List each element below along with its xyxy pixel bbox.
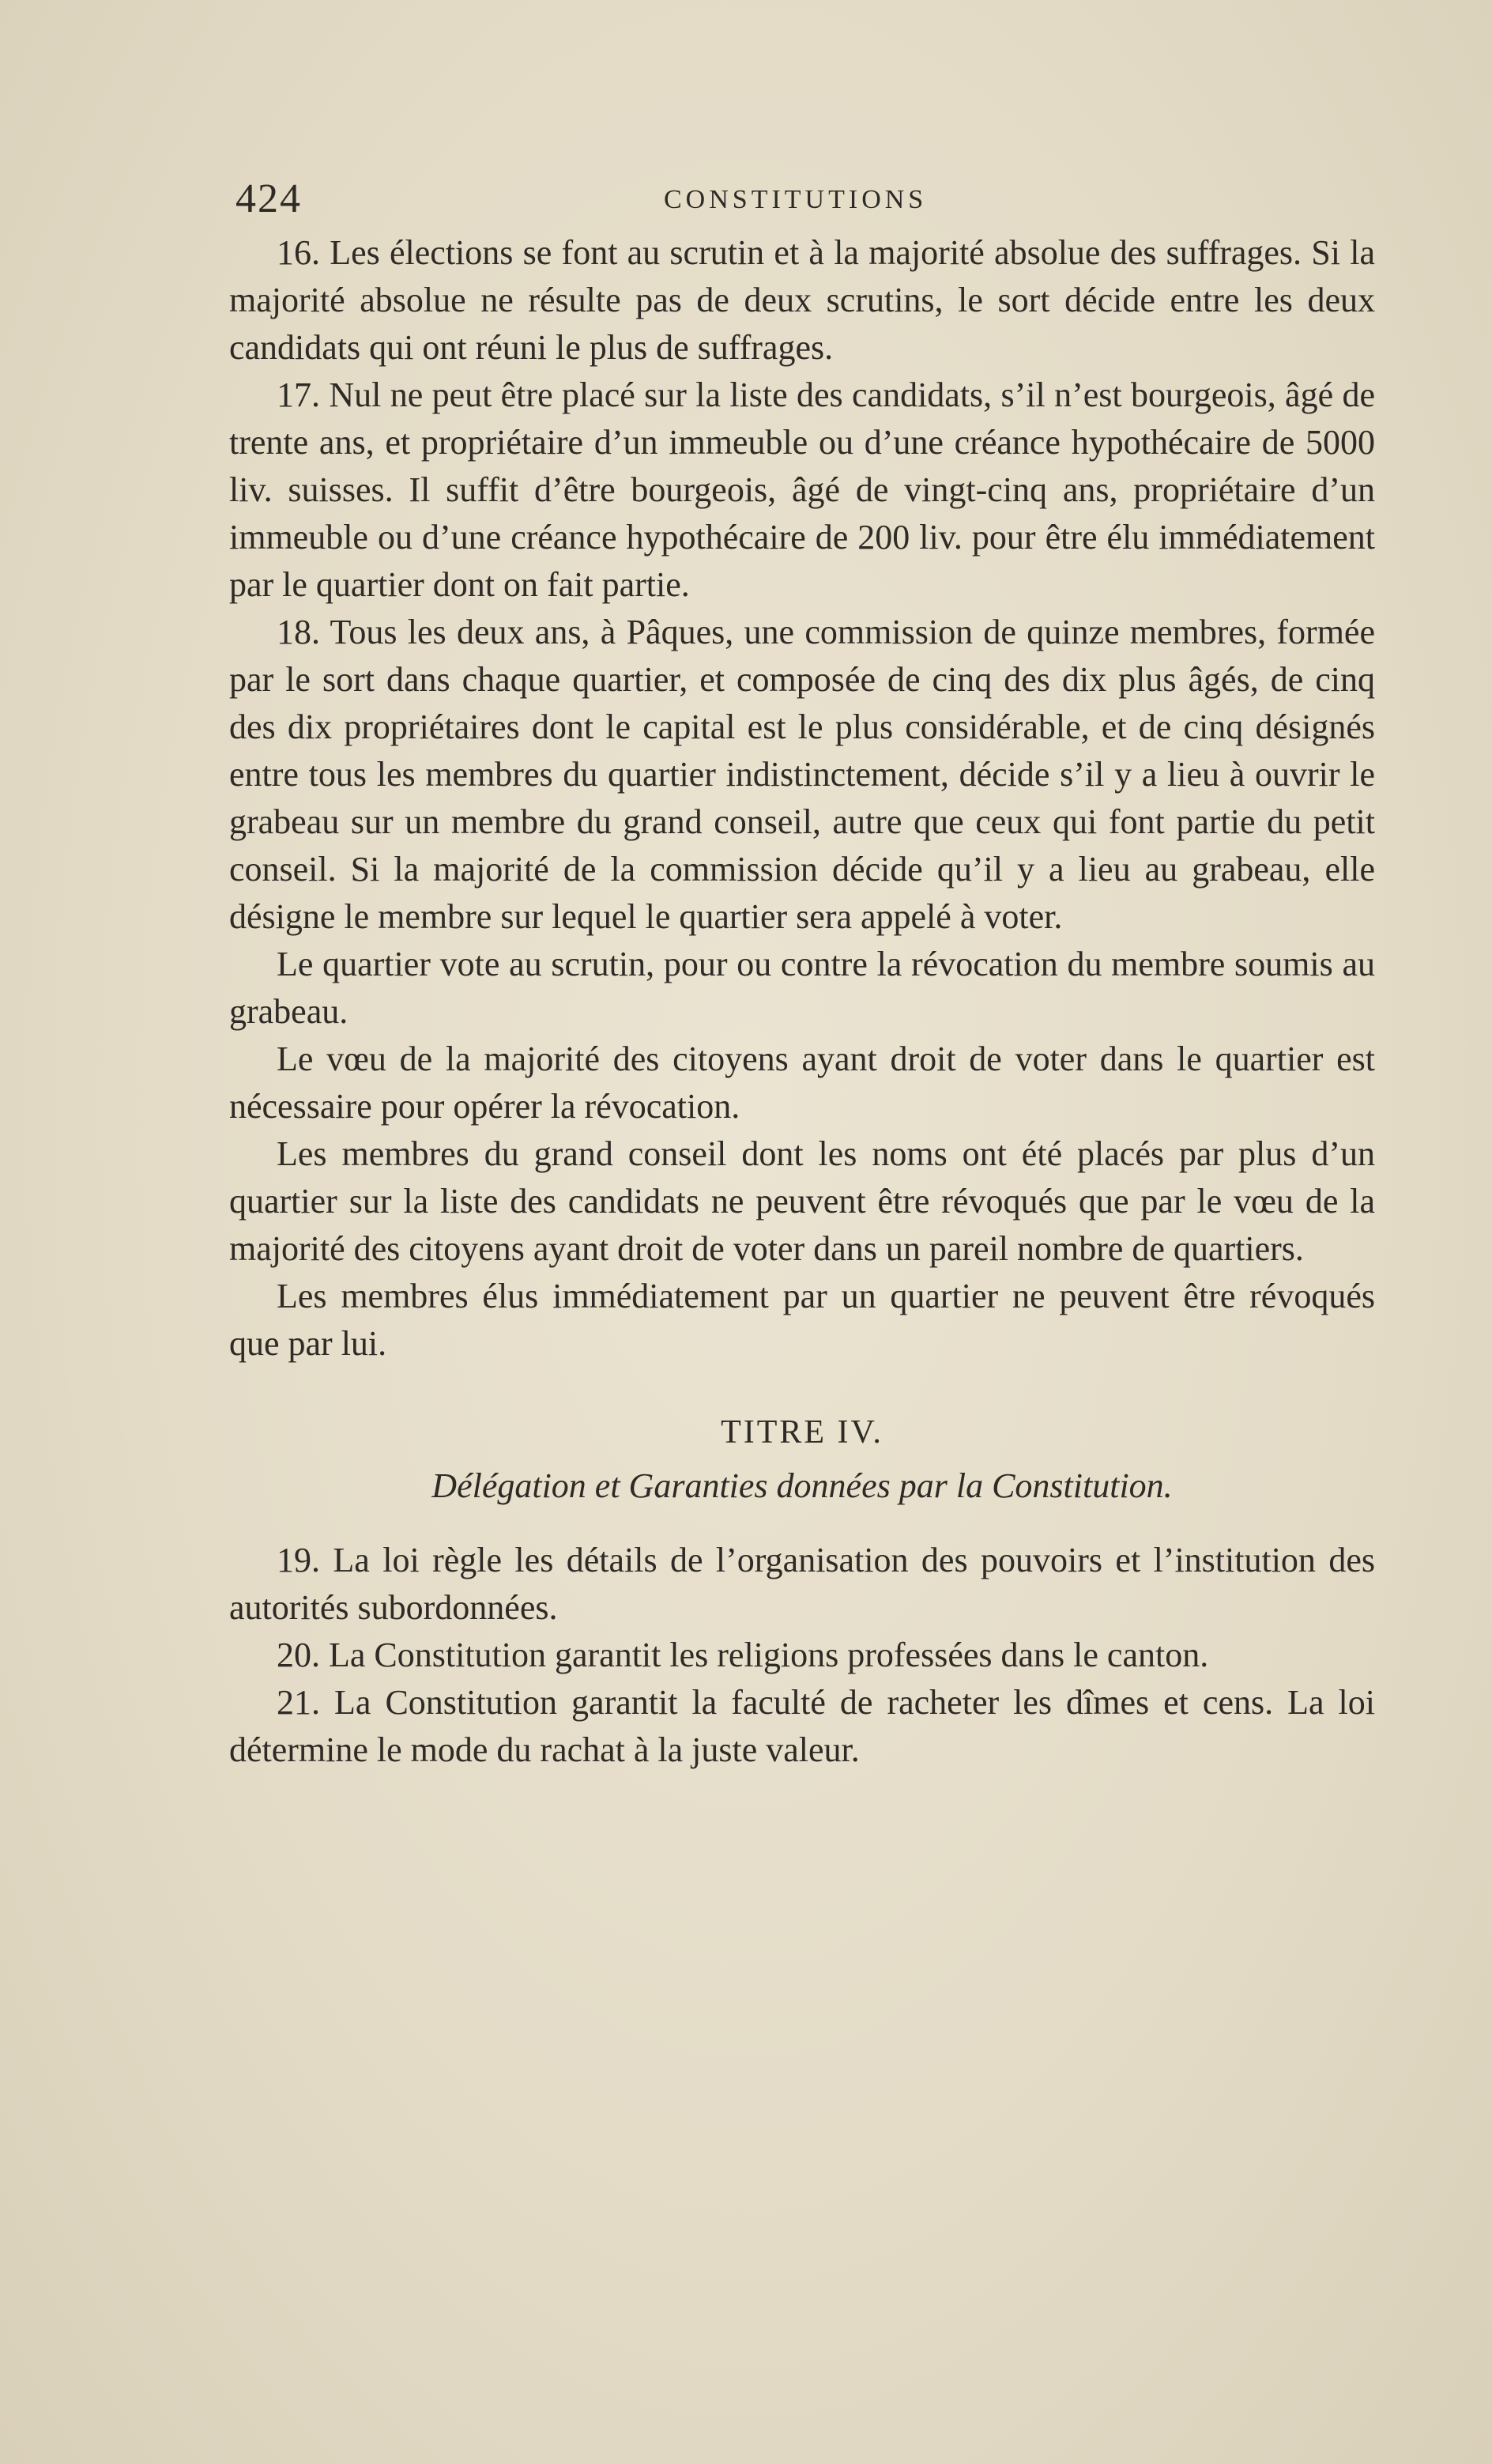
article-20: 20. La Constitution garantit les religions professées dans le canton. [277, 1636, 1209, 1674]
article-17: 17. Nul ne peut être placé sur la liste des candidats, s’il n’est bourgeois, âgé de trente ans, et propriétaire d’un immeuble ou d’une créance hypothécaire de 5000 liv. suisses. Il suffit d’être bourgeois, âgé de vingt-cinq ans, propriétaire d’un immeuble ou d’une créance hypothécaire de 200 liv. pour être élu immédiatement par le quartier dont on fait partie. [229, 375, 1375, 604]
running-head: CONSTITUTIONS [664, 185, 928, 214]
section-title: TITRE IV. [721, 1414, 884, 1451]
section-subtitle: Délégation et Garanties données par la Constitution. [431, 1466, 1173, 1505]
article-16: 16. Les élections se font au scrutin et à la majorité absolue des suffrages. Si la majorité absolue ne résulte pas de deux scrutins, le sort décide entre les deux candidats qui ont réuni le plus de suffrages. [229, 233, 1375, 367]
article-21: 21. La Constitution garantit la faculté de racheter les dîmes et cens. La loi détermine le mode du rachat à la juste valeur. [229, 1683, 1375, 1769]
article-18-paragraph-3: Le vœu de la majorité des citoyens ayant droit de voter dans le quartier est nécessaire pour opérer la révocation. [229, 1040, 1375, 1126]
page-header [229, 175, 1383, 223]
article-18-paragraph-5: Les membres élus immédiatement par un quartier ne peuvent être révoqués que par lui. [229, 1277, 1375, 1363]
article-18-paragraph-4: Les membres du grand conseil dont les noms ont été placés par plus d’un quartier sur la liste des candidats ne peuvent être révoqués que par le vœu de la majorité des citoyens ayant droit de voter dans un pareil nombre de quartiers. [229, 1134, 1375, 1268]
page-number: 424 [235, 176, 302, 221]
body-text [229, 229, 1375, 1774]
article-19: 19. La loi règle les détails de l’organisation des pouvoirs et l’institution des autorités subordonnées. [229, 1541, 1375, 1627]
article-18: 18. Tous les deux ans, à Pâques, une commission de quinze membres, formée par le sort dans chaque quartier, et composée de cinq des dix plus âgés, de cinq des dix propriétaires dont le capital est le plus considérable, et de cinq désignés entre tous les membres du quartier indistinctement, décide s’il y a lieu à ouvrir le grabeau sur un membre du grand conseil, autre que ceux qui font partie du petit conseil. Si la majorité de la commission décide qu’il y a lieu au grabeau, elle désigne le membre sur lequel le quartier sera appelé à voter. [229, 613, 1375, 936]
article-18-paragraph-2: Le quartier vote au scrutin, pour ou contre la révocation du membre soumis au grabeau. [229, 945, 1375, 1031]
